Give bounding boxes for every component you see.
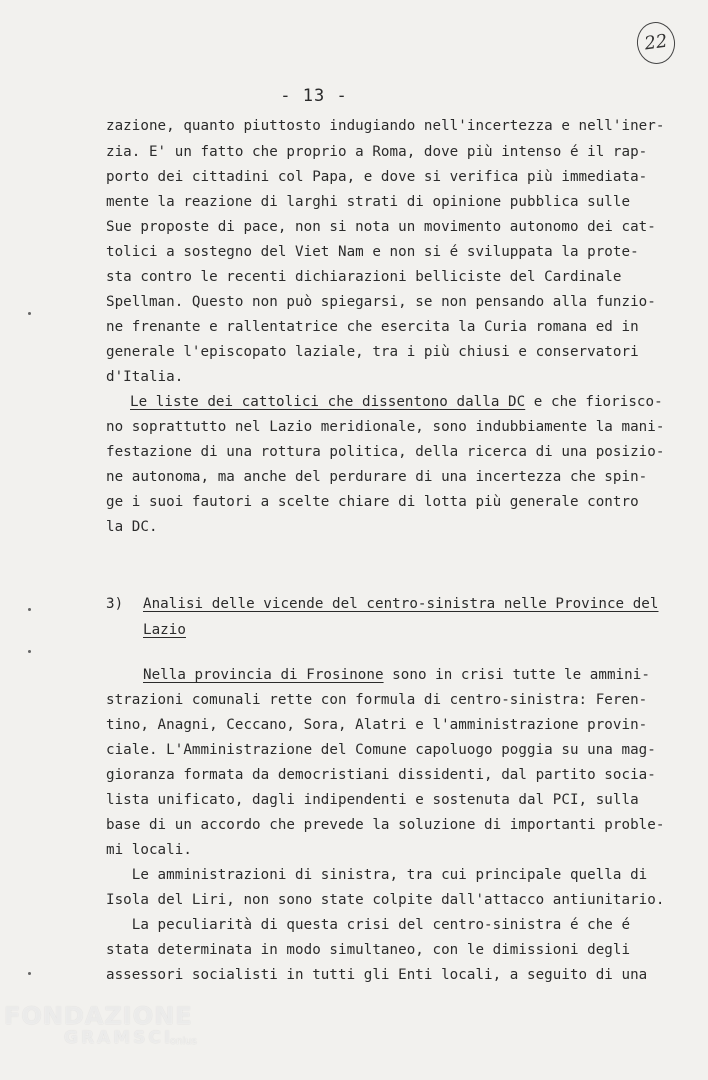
text-line <box>143 667 650 683</box>
section-title-line: Analisi delle vicende del centro-sinistra nelle Province del <box>143 596 659 612</box>
text-line: stata determinata in modo simultaneo, con le dimissioni degli <box>106 942 631 958</box>
text-line: d'Italia. <box>106 369 184 385</box>
text-line: ne autonoma, ma anche del perdurare di una incertezza che spin- <box>106 469 648 485</box>
watermark-line: FONDAZIONE <box>4 1002 193 1030</box>
text-line: mi locali. <box>106 842 192 858</box>
text-line: Le amministrazioni di sinistra, tra cui principale quella di <box>106 867 648 883</box>
text-line: gioranza formata da democristiani dissidenti, dal partito socia- <box>106 767 656 783</box>
text-line: zia. E' un fatto che proprio a Roma, dove più intenso é il rap- <box>106 144 648 160</box>
section-title-line: Lazio <box>143 622 186 638</box>
text-segment: e che fiorisco- <box>525 394 663 410</box>
text-line: La peculiarità di questa crisi del centro-sinistra é che é <box>106 917 631 933</box>
watermark-line: onlus <box>170 1036 197 1047</box>
watermark-logo <box>4 1002 197 1047</box>
text-line: sta contro le recenti dichiarazioni belliciste del Cardinale <box>106 269 622 285</box>
text-line: porto dei cittadini col Papa, e dove si verifica più immediata- <box>106 169 648 185</box>
text-line: tolici a sostegno del Viet Nam e non si é sviluppata la prote- <box>106 244 639 260</box>
text-line: mente la reazione di larghi strati di opinione pubblica sulle <box>106 194 631 210</box>
text-line: la DC. <box>106 519 158 535</box>
text-line: Isola del Liri, non sono state colpite dall'attacco antiunitario. <box>106 892 665 908</box>
underlined-phrase: Nella provincia di Frosinone <box>143 667 384 683</box>
margin-dot <box>28 650 31 653</box>
margin-dot <box>28 312 31 315</box>
text-line: ne frenante e rallentatrice che esercita la Curia romana ed in <box>106 319 639 335</box>
text-line: lista unificato, dagli indipendenti e sostenuta dal PCI, sulla <box>106 792 639 808</box>
text-line: zazione, quanto piuttosto indugiando nell'incertezza e nell'iner- <box>106 118 665 134</box>
watermark-line: GRAMSCI <box>64 1028 174 1048</box>
text-line: strazioni comunali rette con formula di centro-sinistra: Feren- <box>106 692 648 708</box>
text-line: tino, Anagni, Ceccano, Sora, Alatri e l'amministrazione provin- <box>106 717 648 733</box>
margin-dot <box>28 608 31 611</box>
text-line: ge i suoi fautori a scelte chiare di lotta più generale contro <box>106 494 639 510</box>
text-line: Spellman. Questo non può spiegarsi, se non pensando alla funzio- <box>106 294 656 310</box>
text-line: base di un accordo che prevede la soluzione di importanti proble- <box>106 817 665 833</box>
text-line: assessori socialisti in tutti gli Enti locali, a seguito di una <box>106 967 648 983</box>
text-line: festazione di una rottura politica, della ricerca di una posizio- <box>106 444 665 460</box>
text-line: ciale. L'Amministrazione del Comune capoluogo poggia su una mag- <box>106 742 656 758</box>
text-line: Sue proposte di pace, non si nota un movimento autonomo dei cat- <box>106 219 656 235</box>
text-line: generale l'episcopato laziale, tra i più chiusi e conservatori <box>106 344 639 360</box>
page-number: - 13 - <box>280 86 348 106</box>
margin-dot <box>28 972 31 975</box>
underlined-phrase: Le liste dei cattolici che dissentono dalla DC <box>130 394 526 410</box>
text-line <box>130 394 663 410</box>
section-number: 3) <box>106 596 124 612</box>
text-line: no soprattutto nel Lazio meridionale, sono indubbiamente la mani- <box>106 419 665 435</box>
archive-stamp <box>634 20 677 67</box>
archive-stamp-number: 22 <box>643 30 669 55</box>
text-segment: sono in crisi tutte le ammini- <box>383 667 650 683</box>
